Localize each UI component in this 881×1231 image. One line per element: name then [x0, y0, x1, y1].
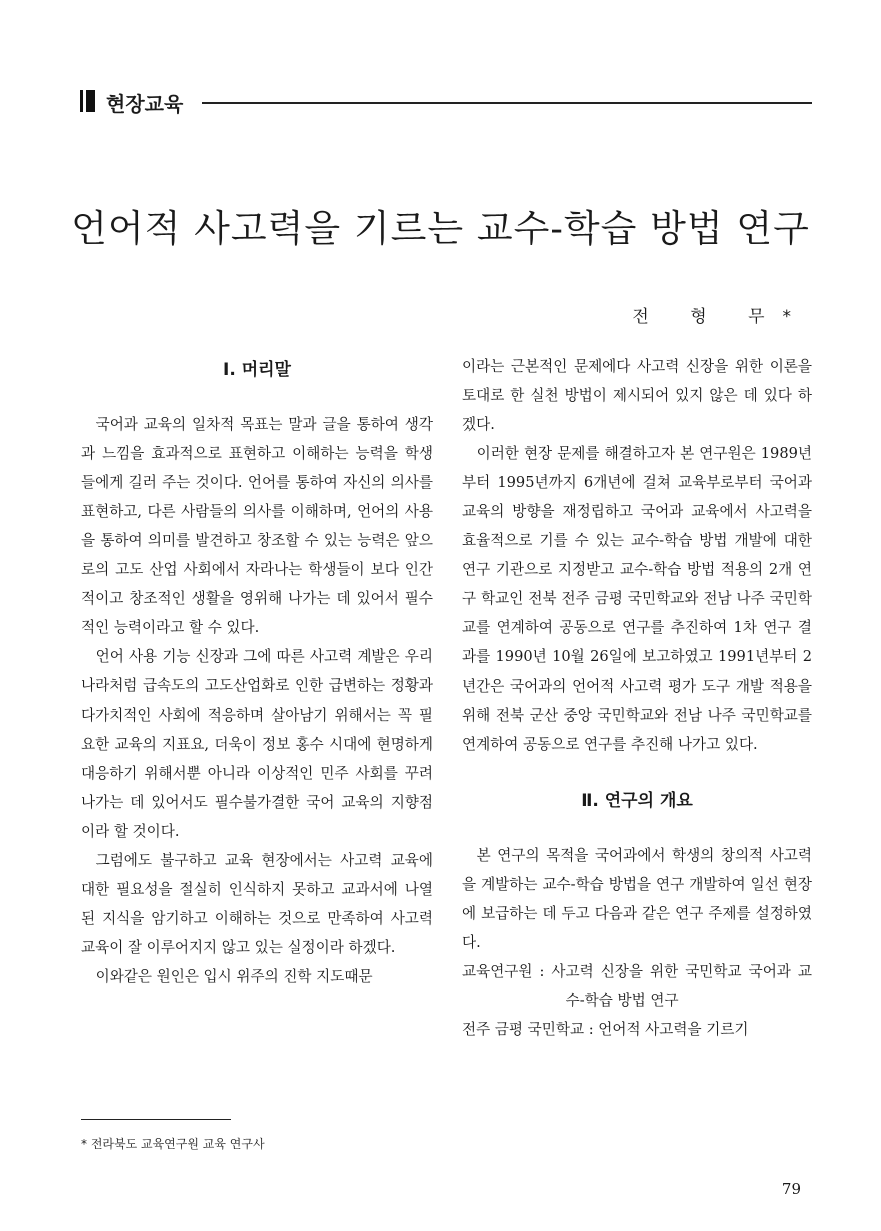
section-heading-overview: Ⅱ. 연구의 개요 — [581, 790, 693, 811]
paragraph: 이러한 현장 문제를 해결하고자 본 연구원은 1989년부터 1995년까지 6개년에 걸쳐 교육부로부터 국어과 교육의 방향을 재정립하고 국어과 교육에서 사고력을 효율적으로 기를 수 있는 교수-학습 방법 개발에 대한 연구 기관으로 지정받고 교수-학습 방법 적용의 2개 연구 학교인 전북 전주 금평 국민학교와 전남 나주 국민학교를 연계하여 공동으로 연구를 추진하여 1차 연구 결과를 1990년 10월 26일에 보고하였고 1991년부터 2년간은 국어과의 언어적 사고력 평가 도구 개발 적용을 위해 전북 군산 중앙 국민학교와 전남 나주 국민학교를 연계하여 공동으로 연구를 추진해 나가고 있다. — [462, 445, 812, 753]
paragraph: 언어 사용 기능 신장과 그에 따른 사고력 계발은 우리 나라처럼 급속도의 고도산업화로 인한 급변하는 정황과 다가치적인 사회에 적응하며 살아남기 위해서는 꼭 필요한 교육의 지표요, 더욱이 정보 홍수 시대에 현명하게 대응하기 위해서뿐 아니라 이상적인 민주 사회를 꾸려나가는 데 있어서도 필수불가결한 국어 교육의 지향점이라 할 것이다. — [81, 648, 433, 840]
page-number: 79 — [781, 1180, 801, 1198]
author-name: 전 형 무* — [632, 307, 809, 327]
section-heading-intro: Ⅰ. 머리말 — [223, 360, 291, 380]
footnote-rule — [81, 1119, 231, 1120]
definition-item: 교육연구원 : 사고력 신장을 위한 국민학교 국어과 교수-학습 방법 연구 — [462, 962, 812, 1009]
header-rule — [202, 102, 812, 104]
right-column — [462, 352, 812, 1044]
running-header — [80, 86, 812, 116]
footnote: * 전라북도 교육연구원 교육 연구사 — [81, 1137, 265, 1151]
definition-item: 전주 금평 국민학교 : 언어적 사고력을 기르기 — [462, 1020, 749, 1038]
paragraph: 이와같은 원인은 입시 위주의 진학 지도때문 — [95, 967, 373, 985]
header-bar-icon — [80, 90, 94, 112]
paragraph: 국어과 교육의 일차적 목표는 말과 글을 통하여 생각과 느낌을 효과적으로 표현하고 이해하는 능력을 학생들에게 길러 주는 것이다. 언어를 통하여 자신의 의사를 표현하고, 다른 사람들의 의사를 이해하며, 언어의 사용을 통하여 의미를 발견하고 창조할 수 있는 능력은 앞으로의 고도 산업 사회에서 자라나는 학생들이 보다 인간적이고 창조적인 생활을 영위해 나가는 데 있어서 필수적인 능력이라고 할 수 있다. — [81, 416, 433, 637]
left-column — [81, 352, 433, 991]
article-title: 언어적 사고력을 기르는 교수-학습 방법 연구 — [71, 207, 810, 250]
header-label: 현장교육 — [106, 92, 184, 116]
paragraph: 그럼에도 불구하고 교육 현장에서는 사고력 교육에 대한 필요성을 절실히 인식하지 못하고 교과서에 나열된 지식을 암기하고 이해하는 것으로 만족하여 사고력 교육이 잘 이루어지지 않고 있는 실정이라 하겠다. — [81, 851, 433, 956]
paragraph-continuation: 이라는 근본적인 문제에다 사고력 신장을 위한 이론을 토대로 한 실천 방법이 제시되어 있지 않은 데 있다 하겠다. — [462, 358, 812, 434]
paragraph: 본 연구의 목적을 국어과에서 학생의 창의적 사고력을 계발하는 교수-학습 방법을 연구 개발하여 일선 현장에 보급하는 데 두고 다음과 같은 연구 주제를 설정하였다. — [462, 846, 812, 951]
